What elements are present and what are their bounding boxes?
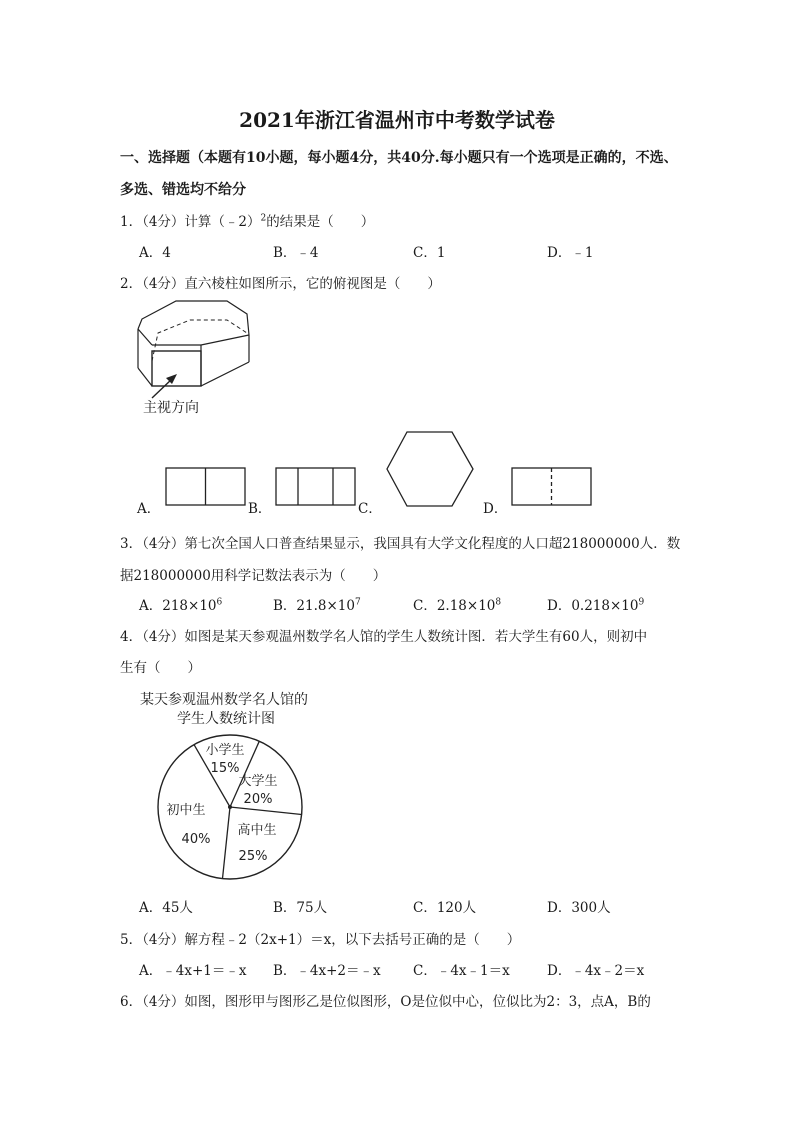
- q4-option-b[interactable]: B．75人: [273, 900, 328, 916]
- q1-option-c[interactable]: C．1: [413, 245, 446, 261]
- q2-option-b-figure[interactable]: [275, 467, 357, 507]
- pie-chart: [150, 730, 310, 890]
- q3-option-c-exp: 8: [495, 597, 502, 608]
- slice-label-middle-school: 初中生: [166, 803, 206, 818]
- q1-stem-b: 的结果是（ ）: [266, 214, 375, 230]
- q3-option-c-base: C．2.18×10: [413, 598, 496, 614]
- slice-label-university: 大学生: [238, 774, 278, 789]
- q2-option-d-label[interactable]: D．: [483, 501, 508, 517]
- q6-stem: 6．（4分）如图，图形甲与图形乙是位似图形，O是位似中心，位似比为2：3，点A，B的: [120, 994, 651, 1010]
- q4-option-d[interactable]: D．300人: [547, 900, 611, 916]
- q2-option-c-hexagon[interactable]: [385, 430, 475, 510]
- q3-stem-line1: 3．（4分）第七次全国人口普查结果显示，我国具有大学文化程度的人口超218000000人．数: [120, 536, 681, 552]
- view-direction-label: 主视方向: [143, 400, 199, 416]
- q5-option-c[interactable]: C．﹣4x﹣1＝x: [413, 963, 510, 979]
- q3-option-b-base: B．21.8×10: [273, 598, 355, 614]
- slice-value-primary: 15%: [210, 761, 240, 776]
- section-heading-line2: 多选、错选均不给分: [120, 182, 246, 198]
- q1-option-b[interactable]: B．﹣4: [273, 245, 319, 261]
- q5-option-b[interactable]: B．﹣4x+2＝﹣x: [273, 963, 381, 979]
- q2-option-a-figure[interactable]: [165, 467, 247, 507]
- q3-stem-line2: 据218000000用科学记数法表示为（ ）: [120, 568, 387, 584]
- q3-option-a-base: A．218×10: [139, 598, 217, 614]
- page-title: 2021年浙江省温州市中考数学试卷: [239, 108, 555, 132]
- q5-option-d[interactable]: D．﹣4x﹣2＝x: [547, 963, 645, 979]
- q2-option-d-figure[interactable]: [511, 467, 593, 507]
- q3-option-a-exp: 6: [216, 597, 223, 608]
- q3-option-c[interactable]: [413, 594, 501, 614]
- q2-stem: 2．（4分）直六棱柱如图所示，它的俯视图是（ ）: [120, 276, 441, 292]
- pie-center-dot: [228, 805, 232, 809]
- q1-option-d[interactable]: D．﹣1: [547, 245, 594, 261]
- q3-option-b[interactable]: [273, 594, 361, 614]
- chart-title: 某天参观温州数学名人馆的: [140, 692, 308, 708]
- q3-option-d-base: D．0.218×10: [547, 598, 639, 614]
- q4-stem-line1: 4．（4分）如图是某天参观温州数学名人馆的学生人数统计图．若大学生有60人，则初中: [120, 629, 648, 645]
- slice-value-middle-school: 40%: [181, 832, 211, 847]
- q1-option-a[interactable]: A．4: [139, 245, 171, 261]
- q3-option-d-exp: 9: [638, 597, 645, 608]
- section-heading-line1: 一、选择题（本题有10小题，每小题4分，共40分.每小题只有一个选项是正确的，不选、: [120, 150, 678, 166]
- q1-stem-a: 1．（4分）计算（﹣2）: [120, 214, 261, 230]
- q3-option-d[interactable]: [547, 594, 644, 614]
- q5-stem: 5．（4分）解方程﹣2（2x+1）＝x，以下去括号正确的是（ ）: [120, 932, 521, 948]
- pie-slice-boundary-2: [230, 807, 302, 815]
- q1-stem-sup: 2: [260, 213, 267, 224]
- slice-value-university: 20%: [243, 792, 273, 807]
- pie-slice-boundary-3: [223, 807, 231, 879]
- q1-stem: [120, 210, 374, 230]
- chart-subtitle: 学生人数统计图: [177, 711, 275, 727]
- q3-option-b-exp: 7: [354, 597, 361, 608]
- q4-stem-line2: 生有（ ）: [120, 660, 201, 676]
- q2-option-c-label[interactable]: C．: [358, 501, 382, 517]
- q2-option-b-label[interactable]: B．: [248, 501, 272, 517]
- slice-label-high-school: 高中生: [237, 823, 277, 838]
- q5-option-a[interactable]: A．﹣4x+1＝﹣x: [139, 963, 247, 979]
- q3-option-a[interactable]: [139, 594, 222, 614]
- q4-option-c[interactable]: C．120人: [413, 900, 477, 916]
- slice-value-high-school: 25%: [238, 849, 268, 864]
- slice-label-primary: 小学生: [205, 743, 245, 758]
- q4-option-a[interactable]: A．45人: [139, 900, 193, 916]
- q2-option-a-label[interactable]: A．: [137, 501, 161, 517]
